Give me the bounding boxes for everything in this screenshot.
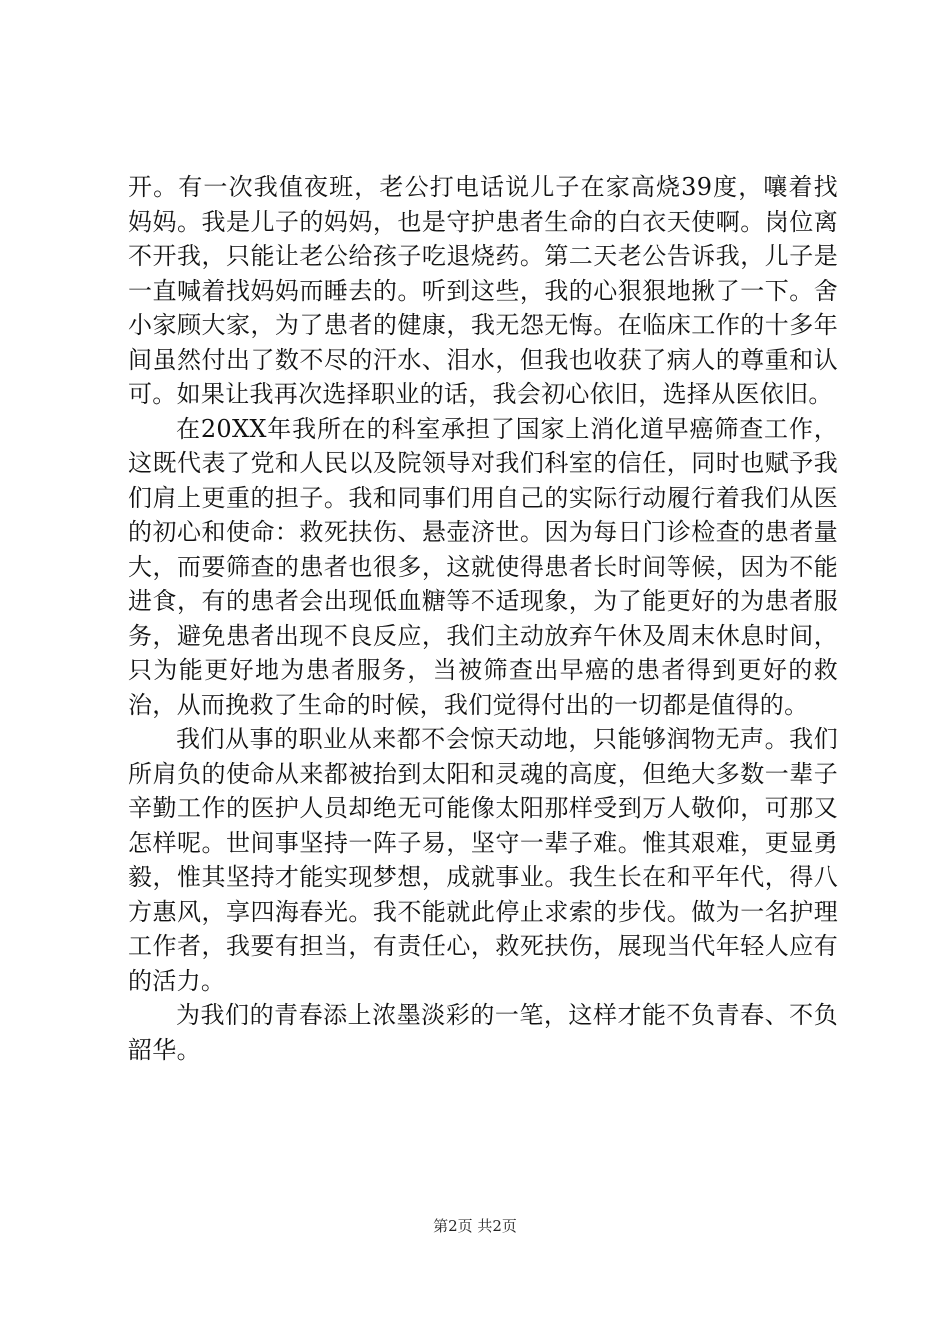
paragraph: 我们从事的职业从来都不会惊天动地，只能够润物无声。我们所肩负的使命从来都被抬到太阳和灵魂的高度，但绝大多数一辈子辛勤工作的医护人员却绝无可能像太阳那样受到万人敬仰，可那又怎样呢。世间事坚持一阵子易，坚守一辈子难。惟其艰难，更显勇毅，惟其坚持才能实现梦想，成就事业。我生长在和平年代，得八方惠风，享四海春光。我不能就此停止求索的步伐。做为一名护理工作者，我要有担当，有责任心，救死扶伤，展现当代年轻人应有的活力。 xyxy=(128,725,838,995)
paragraph: 为我们的青春添上浓墨淡彩的一笔，这样才能不负青春、不负韶华。 xyxy=(128,1001,838,1064)
paragraph-continued: 开。有一次我值夜班，老公打电话说儿子在家高烧39度，嚷着找妈妈。我是儿子的妈妈，也是守护患者生命的白衣天使啊。岗位离不开我，只能让老公给孩子吃退烧药。第二天老公告诉我，儿子是一直喊着找妈妈而睡去的。听到这些，我的心狠狠地揪了一下。舍小家顾大家，为了患者的健康，我无怨无悔。在临床工作的十多年间虽然付出了数不尽的汗水、泪水，但我也收获了病人的尊重和认可。如果让我再次选择职业的话，我会初心依旧，选择从医依旧。 xyxy=(128,173,838,408)
page-number-footer: 第2页 共2页 xyxy=(433,1217,517,1235)
document-body xyxy=(128,170,838,1067)
paragraph: 在20XX年我所在的科室承担了国家上消化道早癌筛查工作，这既代表了党和人民以及院领导对我们科室的信任，同时也赋予我们肩上更重的担子。我和同事们用自己的实际行动履行着我们从医的初心和使命：救死扶伤、悬壶济世。因为每日门诊检查的患者量大，而要筛查的患者也很多，这就使得患者长时间等候，因为不能进食，有的患者会出现低血糖等不适现象，为了能更好的为患者服务，避免患者出现不良反应，我们主动放弃午休及周末休息时间，只为能更好地为患者服务，当被筛查出早癌的患者得到更好的救治，从而挽救了生命的时候，我们觉得付出的一切都是值得的。 xyxy=(128,414,838,719)
